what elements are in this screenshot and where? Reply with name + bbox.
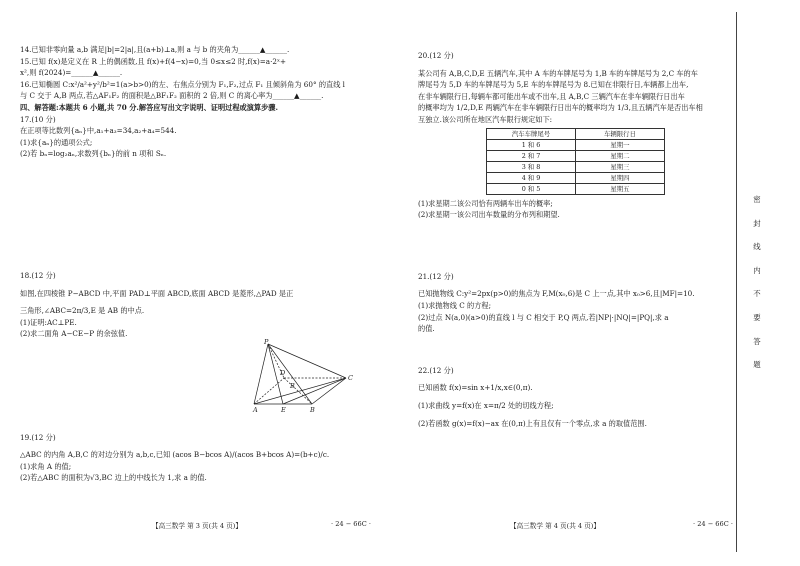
q17-part2: (2)若 bₙ=log₂aₙ,求数列{bₙ}的前 n 项和 Sₙ.	[20, 149, 167, 159]
q17-text: 在正项等比数列{aₙ}中,a₁+a₃=34,a₂+a₄=544.	[20, 126, 177, 136]
question-15-line1: 15.已知 f(x)是定义在 R 上的偶函数,且 f(x)+f(4−x)=0,当 0≤x≤2 时,f(x)=a·2ˣ+	[20, 56, 287, 66]
label-d: D	[280, 368, 286, 377]
margin-char: 线	[753, 242, 761, 252]
q20-part1: (1)求星期二该公司恰有两辆车出车的概率;	[418, 198, 553, 208]
footer-left-page: 【高三数学 第 3 页(共 4 页)】	[152, 522, 242, 530]
pyramid-figure	[253, 337, 364, 414]
q21-title: 21.(12 分)	[418, 271, 454, 281]
question-14: 14.已知非零向量 a,b 满足|b|=2|a|,且(a+b)⊥a,则 a 与 b 的夹角为______▲______.	[20, 45, 290, 54]
margin-char: 答	[753, 336, 761, 346]
table-cell: 星期三	[576, 161, 665, 172]
table-row	[487, 172, 665, 183]
q18-part2: (2)求二面角 A−CE−P 的余弦值.	[20, 329, 128, 339]
table-cell: 2 和 7	[487, 150, 576, 161]
q17-title: 17.(10 分)	[20, 114, 56, 124]
table-cell: 1 和 6	[487, 139, 576, 150]
table-header-row	[487, 128, 665, 139]
margin-char: 不	[753, 289, 761, 299]
margin-char: 要	[753, 312, 761, 322]
table-header-cell: 汽车车牌尾号	[487, 128, 576, 139]
label-b-inner: B	[290, 381, 295, 390]
table-cell: 4 和 9	[487, 172, 576, 183]
q21-part2-end: 的值.	[418, 324, 435, 334]
q18-title: 18.(12 分)	[20, 270, 56, 280]
q21-text: 已知抛物线 C:y²=2px(p>0)的焦点为 F,M(x₀,6)是 C 上一点,其中 x₀>6,且|MF|=10.	[418, 289, 695, 299]
q19-part1: (1)求角 A 的值;	[20, 461, 72, 471]
footer-right-page: 【高三数学 第 4 页(共 4 页)】	[510, 522, 600, 530]
table-header-cell: 车辆限行日	[576, 128, 665, 139]
question-16-line2: 与 C 交于 A,B 两点,若△AF₁F₂ 的面积是△BF₁F₂ 面积的 2 倍,则 C 的离心率为______▲______.	[20, 91, 324, 101]
table-cell: 星期五	[576, 183, 665, 194]
q22-part1: (1)求曲线 y=f(x)在 x=π/2 处的切线方程;	[418, 400, 554, 410]
seal-margin-text	[752, 188, 762, 377]
table-row	[487, 150, 665, 161]
q20-line4: 的概率均为 1/2,D,E 两辆汽车在非车辆限行日出车的概率均为 1/3,且五辆汽车是否出车相	[418, 103, 703, 113]
q20-line5: 互独立.该公司所在地区汽车限行规定如下:	[418, 114, 553, 124]
q21-part2: (2)过点 N(a,0)(a>0)的直线 l 与 C 相交于 P,Q 两点,若|NP|·|NQ|=|PQ|,求 a	[418, 312, 669, 322]
label-b: B	[310, 405, 315, 414]
q22-part2: (2)若函数 g(x)=f(x)−ax 在(0,π)上有且仅有一个零点,求 a 的取值范围.	[418, 418, 647, 428]
q20-part2: (2)求星期一该公司出车数量的分布列和期望.	[418, 210, 560, 220]
table-cell: 0 和 5	[487, 183, 576, 194]
q22-text: 已知函数 f(x)=sin x+1/x,x∈(0,π).	[418, 383, 533, 393]
footer-left-code: · 24 − 66C ·	[331, 520, 371, 528]
label-a: A	[253, 405, 258, 414]
q20-line2: 牌尾号为 5,D 车的车牌尾号为 5,E 车的车牌尾号为 8.已知在非限行日,车辆都上出车,	[418, 80, 689, 90]
q20-line1: 某公司有 A,B,C,D,E 五辆汽车,其中 A 车的车牌尾号为 1,B 车的车牌尾号为 2,C 车的车	[418, 68, 698, 78]
label-c: C	[348, 373, 353, 382]
table-cell: 星期四	[576, 172, 665, 183]
question-15-line2: x²,则 f(2024)=______▲______.	[20, 68, 123, 78]
q19-text: △ABC 的内角 A,B,C 的对边分别为 a,b,c,已知 (acos B−bcos A)/(acos B+bcos A)=(b+c)/c.	[20, 450, 330, 460]
q18-text-line2: 三角形,∠ABC=2π/3,E 是 AB 的中点.	[20, 306, 145, 316]
table-cell: 星期一	[576, 139, 665, 150]
table-cell: 星期二	[576, 150, 665, 161]
table-row	[487, 139, 665, 150]
margin-char: 密	[753, 195, 761, 204]
table-cell: 3 和 8	[487, 161, 576, 172]
seal-line	[736, 12, 737, 552]
table-row	[487, 161, 665, 172]
q17-part1: (1)求{aₙ}的通项公式;	[20, 137, 93, 147]
question-16-line1: 16.已知椭圆 C:x²/a²+y²/b²=1(a>b>0)的左、右焦点分别为 F₁,F₂,过点 F₁ 且倾斜角为 60° 的直线 l	[20, 79, 345, 89]
footer-right-code: · 24 − 66C ·	[693, 520, 733, 528]
margin-char: 内	[753, 265, 761, 275]
left-page	[20, 44, 388, 484]
q20-line3: 在非车辆限行日,每辆车都可能出车或不出车,且 A,B,C 三辆汽车在非车辆限行日出车	[418, 91, 685, 101]
restriction-table	[486, 128, 665, 195]
q21-part1: (1)求抛物线 C 的方程;	[418, 300, 491, 310]
q22-title: 22.(12 分)	[418, 365, 454, 375]
q19-part2: (2)若△ABC 的面积为√3,BC 边上的中线长为 1,求 a 的值.	[20, 473, 207, 483]
part-heading: 四、解答题:本题共 6 小题,共 70 分.解答应写出文字说明、证明过程或演算步骤.	[20, 102, 278, 112]
q18-text-line1: 如图,在四棱锥 P−ABCD 中,平面 PAD⊥平面 ABCD,底面 ABCD 是菱形,△PAD 是正	[20, 288, 294, 298]
q19-title: 19.(12 分)	[20, 432, 56, 442]
table-row	[487, 183, 665, 194]
label-e: E	[281, 405, 286, 414]
q20-title: 20.(12 分)	[418, 51, 454, 60]
right-page	[418, 50, 723, 429]
margin-char: 封	[753, 218, 761, 228]
label-p: P	[264, 337, 269, 346]
margin-char: 题	[753, 360, 761, 370]
q18-part1: (1)证明:AC⊥PE.	[20, 317, 77, 327]
